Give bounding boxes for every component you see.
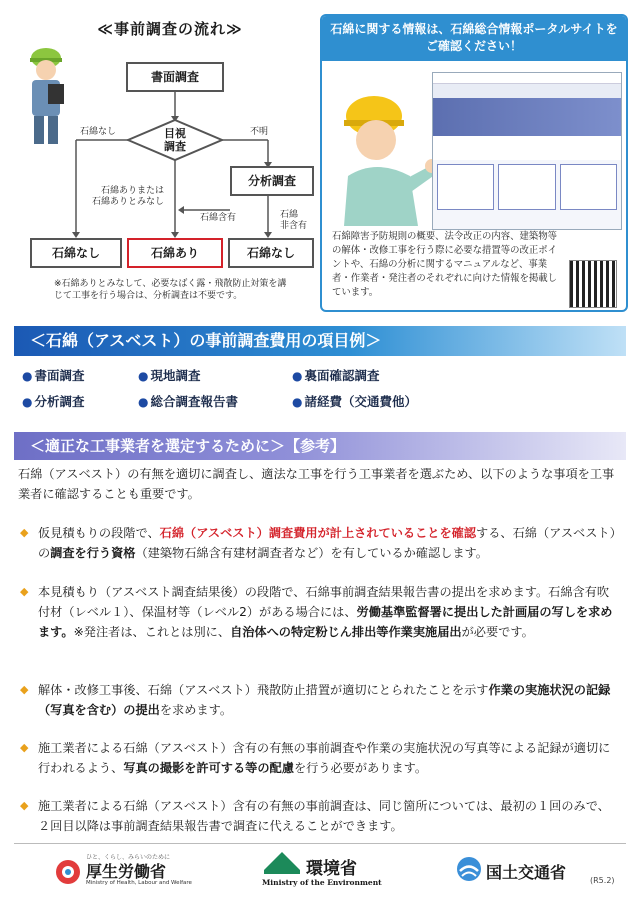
label-not-contained: 石綿 非含有	[280, 210, 308, 231]
cost-item-analysis: ● 分析調査	[22, 394, 85, 409]
env-english: Ministry of the Environment	[262, 878, 382, 887]
select-section-title: ＜適正な工事業者を選定するために＞【参考】	[14, 432, 626, 460]
label-no-asbestos: 石綿なし	[80, 127, 117, 137]
env-mark-icon	[262, 850, 302, 876]
flow-note: ※石綿ありとみなして、必要なばく露・飛散防止対策を講じて工事を行う場合は、分析調査は不要です。	[54, 279, 287, 301]
mlit-name: 国土交通省	[486, 863, 567, 882]
qr-code-icon[interactable]	[569, 260, 617, 308]
box-asbestos-present: 石綿あり	[127, 238, 223, 268]
portal-site-screenshot	[432, 72, 622, 230]
bullet-icon: ●	[138, 369, 149, 383]
label-unknown: 不明	[250, 127, 269, 137]
mlit-mark-icon	[456, 856, 482, 882]
box-no-asbestos-1: 石綿なし	[30, 238, 122, 268]
box-analysis: 分析調査	[230, 166, 314, 196]
bullet-icon: ●	[292, 369, 303, 383]
portal-description: 石綿障害予防規則の概要、法令改正の内容、建築物等の解体・改修工事を行う際に必要な措置等の改正ポイントや、石綿の分析に関するマニュアルなど、事業者・作業者・発注者のそれぞれに向けた情報を掲載しています。	[332, 231, 558, 298]
env-logo	[262, 850, 392, 894]
diamond-bullet-icon: ◆	[20, 526, 29, 539]
mhlw-tagline: ひと、くらし、みらいのために	[86, 854, 171, 861]
portal-panel	[320, 14, 628, 312]
cost-item-report: ● 総合調査報告書	[138, 394, 238, 409]
mhlw-logo	[54, 852, 194, 892]
box-document-review: 書面調査	[126, 62, 224, 92]
diamond-visual-inspection: 目視 調査	[164, 127, 186, 153]
diamond-bullet-icon: ◆	[20, 585, 29, 598]
env-name: 環境省	[306, 859, 357, 879]
version-label: (R5.2)	[590, 876, 615, 885]
mhlw-english: Ministry of Health, Labour and Welfare	[86, 880, 192, 886]
check-item-5: ◆ 施工業者による石綿（アスベスト）含有の有無の事前調査は、同じ箇所については、最初の１回のみで、２回目以降は事前調査結果報告書で調査に代えることができます。	[20, 796, 620, 836]
bullet-icon: ●	[22, 369, 33, 383]
check-item-2: ◆ 本見積もり（アスベスト調査結果後）の段階で、石綿事前調査結果報告書の提出を求めます。石綿含有吹付材（レベル１）、保温材等（レベル2）がある場合には、労働基準監督署に提出した計画届の写しを求めます。※発注者は、これとは別に、自治体への特定粉じん排出等作業実施届出が必要です。	[20, 582, 620, 642]
flow-title: ≪事前調査の流れ≫	[97, 20, 243, 38]
bullet-icon: ●	[138, 395, 149, 409]
check-item-3: ◆ 解体・改修工事後、石綿（アスベスト）飛散防止措置が適切にとられたことを示す作業の実施状況の記録（写真を含む）の提出を求めます。	[20, 680, 620, 720]
portal-heading: 石綿に関する情報は、石綿総合情報ポータルサイトをご確認ください！	[322, 16, 626, 61]
box-no-asbestos-2: 石綿なし	[228, 238, 314, 268]
check-item-1: ◆ 仮見積もりの段階で、石綿（アスベスト）調査費用が計上されていることを確認する、石綿（アスベスト）の調査を行う資格（建築物石綿含有建材調査者など）を有しているか確認します。	[20, 523, 620, 563]
diamond-bullet-icon: ◆	[20, 741, 29, 754]
cost-item-site: ● 現地調査	[138, 368, 201, 383]
mhlw-mark-icon	[54, 858, 82, 886]
bullet-icon: ●	[22, 395, 33, 409]
mlit-logo	[456, 856, 576, 886]
diamond-bullet-icon: ◆	[20, 799, 29, 812]
select-intro: 石綿（アスベスト）の有無を適切に調査し、適法な工事を行う工事業者を選ぶため、以下のような事項を工事業者に確認することも重要です。	[18, 467, 615, 501]
worker-pointing-illustration	[330, 86, 440, 226]
label-contained: 石綿含有	[200, 213, 237, 223]
mhlw-name: 厚生労働省	[86, 862, 167, 881]
footer-divider	[14, 843, 626, 844]
cost-item-misc: ● 諸経費（交通費他）	[292, 394, 417, 409]
label-present-or-deemed: 石綿ありまたは 石綿ありとみなし	[92, 186, 165, 207]
cost-item-document: ● 書面調査	[22, 368, 85, 383]
check-item-4: ◆ 施工業者による石綿（アスベスト）含有の有無の事前調査や作業の実施状況の写真等による記録が適切に行われるよう、写真の撮影を許可する等の配慮を行う必要があります。	[20, 738, 620, 778]
cost-item-back: ● 裏面確認調査	[292, 368, 380, 383]
diamond-bullet-icon: ◆	[20, 683, 29, 696]
cost-section-title: ＜石綿（アスベスト）の事前調査費用の項目例＞	[14, 326, 626, 356]
bullet-icon: ●	[292, 395, 303, 409]
